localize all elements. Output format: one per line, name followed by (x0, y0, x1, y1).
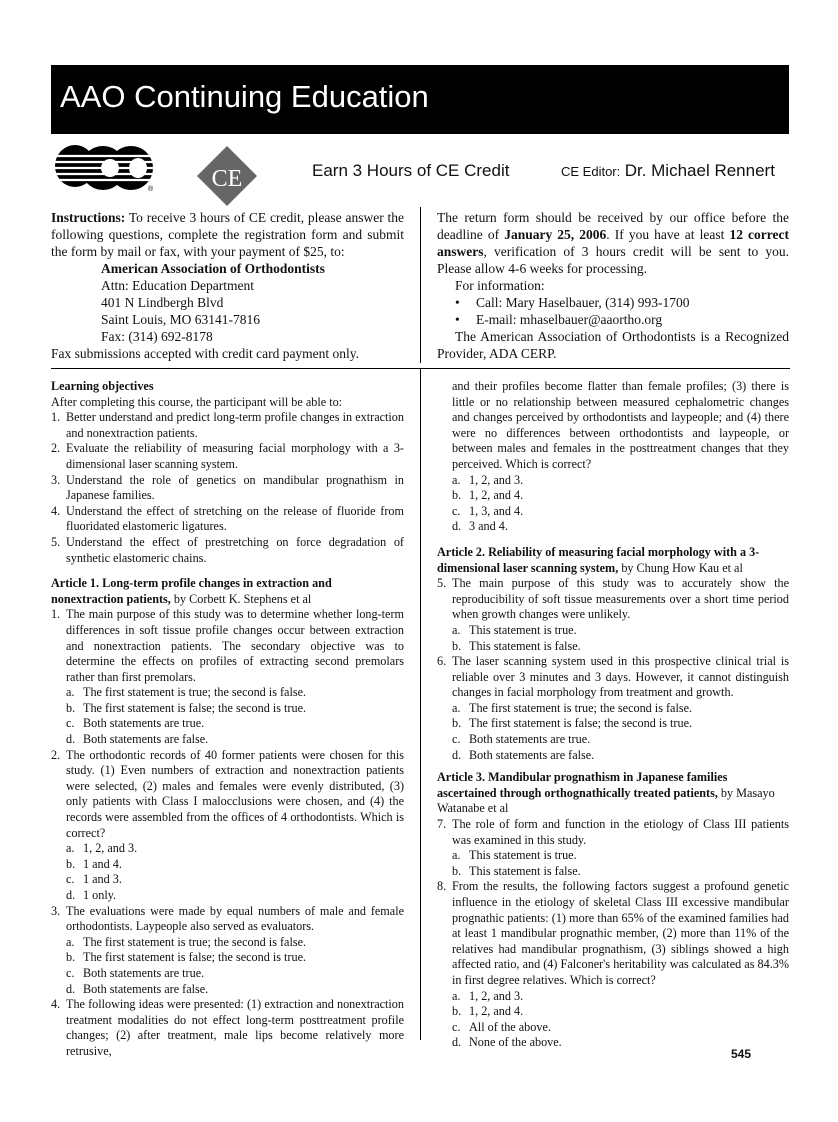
answer-option[interactable]: b. 1 and 4. (66, 856, 122, 871)
email-text: E-mail: mhaselbauer@aaortho.org (476, 312, 663, 327)
answer-option[interactable]: c. 1 and 3. (66, 872, 122, 887)
instructions-text: To receive 3 hours of CE credit, please answer the following questions, complete the registration form and submit the form by mail or fax, with your payment of $25, to: (51, 210, 404, 259)
contact-email: • E-mail: mhaselbauer@aaortho.org (455, 312, 663, 327)
editor-label: CE Editor: (561, 164, 621, 179)
answer-option[interactable]: b. This statement is false. (452, 638, 581, 653)
instructions-label: Instructions: (51, 210, 126, 225)
question: 3. The evaluations were made by equal numbers of male and female orthodontists. Laypeople also served as evaluators. (51, 903, 404, 934)
left-column (51, 379, 404, 1060)
address-line: Attn: Education Department (101, 278, 254, 293)
address-line: American Association of Orthodontists (101, 261, 325, 276)
svg-text:®: ® (148, 186, 154, 193)
answer-option[interactable]: d. 1 only. (66, 888, 117, 902)
answer-option[interactable]: a. This statement is true. (452, 848, 577, 863)
ce-badge-icon (196, 145, 258, 207)
column-divider (420, 207, 421, 363)
instructions-right (437, 209, 789, 362)
ce-editor (561, 161, 775, 181)
objectives-title: Learning objectives (51, 379, 154, 393)
return-text: , verification of 3 hours credit will be sent to you. Please allow 4-6 weeks for processing. (437, 244, 789, 276)
question: 6. The laser scanning system used in this prospective clinical trial is reliable over 3 minutes and 3 days. However, it cannot distinguish changes in facial morphology from treatment and growth. (437, 654, 789, 700)
answer-option[interactable]: a. 1, 2, and 3. (452, 988, 524, 1003)
question: 4. The following ideas were presented: (1) extraction and nonextraction treatment modalities do not effect long-term posttreatment profile changes; (2) after treatment, male lips become relatively more retrusive, (51, 997, 404, 1058)
editor-name: Dr. Michael Rennert (624, 161, 775, 180)
article-heading: Article 1. Long-term profile changes in extraction and nonextraction patients, by Corbett K. Stephens et al (51, 576, 332, 606)
answer-option[interactable]: a. The first statement is true; the second is false. (66, 685, 307, 700)
question: 7. The role of form and function in the etiology of Class III patients was examined in this study. (437, 817, 789, 847)
answer-option[interactable]: a. The first statement is true; the second is false. (66, 934, 307, 949)
objective-item: 3. Understand the role of genetics on mandibular prognathism in Japanese families. (51, 472, 404, 503)
answer-option[interactable]: c. All of the above. (452, 1019, 551, 1034)
answer-option[interactable]: d. Both statements are false. (66, 732, 209, 747)
aao-logo-icon (53, 143, 157, 193)
question: 8. From the results, the following factors suggest a profound genetic influence in the etiology of skeletal Class III excessive mandibular prognathic patients: (1) more than 65% of the examined families had at least 1 mandibular prognathic member, (2) more than 11% of the relatives had mandibular prognathism, (3) siblings showed a high affected ratio, and (4) Falconer's heritability was calculated as 84.3% in first degree relatives. Which is correct? (437, 879, 789, 987)
answer-option[interactable]: c. Both statements are true. (66, 965, 205, 980)
question: 2. The orthodontic records of 40 former patients were chosen for this study. (1) Even numbers of extraction and nonextraction patients were selected, (2) males and females were evenly distributed, (3) only patients with Class I malocclusions were chosen, and (4) the records were assembled from the offices of 4 orthodontists. Which is correct? (51, 747, 404, 840)
answer-option[interactable]: b. 1, 2, and 4. (452, 488, 524, 503)
page-title: AAO Continuing Education (60, 79, 429, 114)
answer-option[interactable]: a. The first statement is true; the second is false. (452, 700, 693, 715)
objective-item: 1. Better understand and predict long-term profile changes in extraction and nonextraction patients. (51, 410, 404, 440)
answer-option[interactable]: b. This statement is false. (452, 863, 581, 878)
objective-item: 5. Understand the effect of prestretching on force degradation of synthetic elastomeric chains. (51, 534, 404, 565)
return-text: . If you have at least (606, 227, 725, 242)
ce-credit-heading: Earn 3 Hours of CE Credit (312, 161, 510, 180)
answer-option[interactable]: a. This statement is true. (452, 622, 577, 637)
answer-option[interactable]: d. Both statements are false. (66, 981, 209, 996)
return-text: The return form should be received by our office before the deadline of (437, 210, 789, 242)
answer-option[interactable]: b. 1, 2, and 4. (452, 1004, 524, 1019)
question-continued: and their profiles become flatter than female profiles; (3) there is little or no relationship between measured cephalometric changes and changes perceived by orthodontists and laypeople; and (4) there were no differences between orthodontists and laypeople, or between males and females in the posttreatment changes that they perceived. Which is correct? (452, 379, 789, 471)
instructions-left (51, 209, 404, 362)
objective-item: 2. Evaluate the reliability of measuring facial morphology with a 3-dimensional laser scanning system. (51, 441, 404, 471)
question: 1. The main purpose of this study was to determine whether long-term differences in soft tissue profile changes occur between extraction and nonextraction patients. The secondary objective was to determine the effects on profiles of extracting second premolars rather than first premolars. (51, 607, 404, 684)
answer-option[interactable]: d. None of the above. (452, 1035, 562, 1050)
address-line: Fax: (314) 692-8178 (101, 329, 213, 344)
info-label: For information: (455, 278, 545, 293)
question: 5. The main purpose of this study was to accurately show the reproducibility of soft tissue measurements over a short time period when growth changes were unlikely. (437, 576, 789, 622)
header-banner (51, 65, 789, 134)
answer-option[interactable]: c. 1, 3, and 4. (452, 503, 524, 518)
answer-option[interactable]: a. 1, 2, and 3. (452, 472, 524, 487)
call-text: Call: Mary Haselbauer, (314) 993-1700 (476, 295, 690, 310)
article-heading: Article 2. Reliability of measuring facial morphology with a 3-dimensional laser scanning system, by Chung How Kau et al (437, 544, 760, 575)
answer-option[interactable]: a. 1, 2, and 3. (66, 841, 138, 856)
answer-option[interactable]: b. The first statement is false; the second is true. (452, 716, 693, 731)
answer-option[interactable]: b. The first statement is false; the second is true. (66, 700, 307, 715)
correct-answers: 12 correct answers (437, 227, 790, 259)
answer-option[interactable]: c. Both statements are true. (452, 732, 591, 747)
address-line: Saint Louis, MO 63141-7816 (101, 312, 261, 327)
answer-option[interactable]: c. Both statements are true. (66, 716, 205, 731)
deadline: January 25, 2006 (504, 227, 607, 242)
address-line: 401 N Lindbergh Blvd (101, 295, 224, 310)
right-column (437, 379, 789, 1051)
page-number: 545 (731, 1047, 752, 1061)
column-divider (420, 368, 421, 1040)
fax-note: Fax submissions accepted with credit card payment only. (51, 346, 360, 361)
provider-note: The American Association of Orthodontists is a Recognized Provider, ADA CERP. (437, 329, 789, 361)
article-heading: Article 3. Mandibular prognathism in Japanese families ascertained through orthognathically treated patients, by Masayo Watanabe et al (437, 770, 775, 816)
objective-item: 4. Understand the effect of stretching on the release of fluoride from fluoridated elastomeric ligatures. (51, 503, 404, 534)
answer-option[interactable]: d. 3 and 4. (452, 519, 508, 534)
ce-badge-text: CE (211, 166, 243, 192)
contact-call: • Call: Mary Haselbauer, (314) 993-1700 (455, 295, 690, 310)
answer-option[interactable]: b. The first statement is false; the second is true. (66, 950, 307, 965)
objectives-intro: After completing this course, the participant will be able to: (51, 394, 343, 409)
answer-option[interactable]: d. Both statements are false. (452, 747, 595, 762)
